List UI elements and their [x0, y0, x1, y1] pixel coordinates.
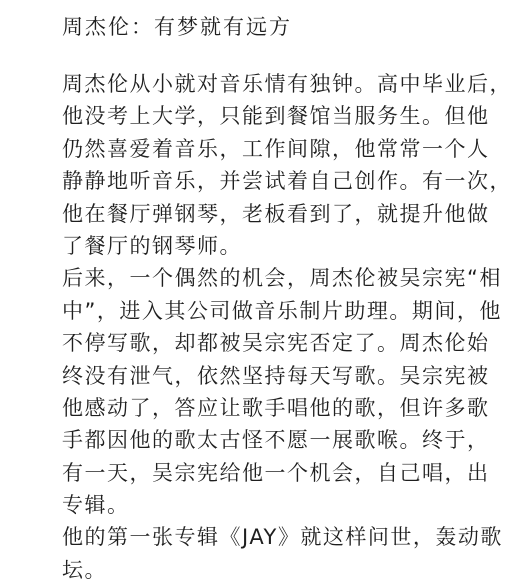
- body-line: 他没考上大学，只能到餐馆当服务生。但他: [62, 104, 490, 129]
- body-line: 中”，进入其公司做音乐制片助理。期间，他: [62, 298, 502, 323]
- body-line: 手都因他的歌太古怪不愿一展歌喉。终于，: [62, 428, 490, 453]
- body-line: 仍然喜爱着音乐，工作间隙，他常常一个人: [62, 136, 490, 161]
- body-line: 后来，一个偶然的机会，周杰伦被吴宗宪“相: [62, 266, 502, 291]
- document-title: 周杰伦：有梦就有远方: [62, 15, 292, 39]
- body-line: 周杰伦从小就对音乐情有独钟。高中毕业后，: [62, 72, 512, 96]
- body-line: 了餐厅的钢琴师。: [62, 233, 242, 258]
- body-line: 专辑。: [62, 493, 130, 518]
- body-line: 静静地听音乐，并尝试着自己创作。有一次，: [62, 169, 512, 194]
- body-line: 他在餐厅弹钢琴，老板看到了，就提升他做: [62, 201, 490, 226]
- body-line: 他的第一张专辑《JAY》就这样问世，轰动歌: [62, 525, 503, 550]
- body-line: 终没有泄气，依然坚持每天写歌。吴宗宪被: [62, 363, 490, 388]
- body-line: 坛。: [62, 557, 107, 582]
- body-line: 有一天，吴宗宪给他一个机会，自己唱，出: [62, 460, 490, 485]
- body-line: 他感动了，答应让歌手唱他的歌，但许多歌: [62, 395, 490, 420]
- document-body: [62, 68, 512, 586]
- body-line: 不停写歌，却都被吴宗宪否定了。周杰伦始: [62, 331, 490, 356]
